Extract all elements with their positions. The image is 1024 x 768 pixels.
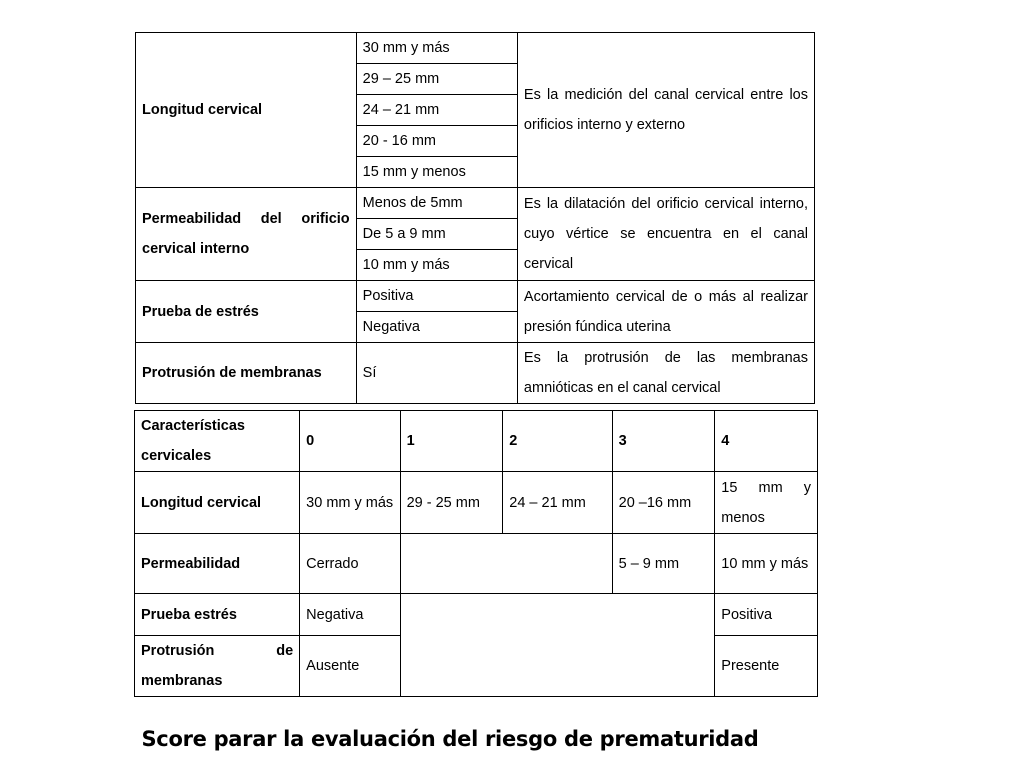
empty-cell [400, 534, 612, 594]
score-cell: 24 – 21 mm [503, 472, 612, 534]
row-label-protrusion: Protrusión de membranas [136, 343, 357, 404]
score-table [134, 410, 818, 697]
header-score-1: 1 [400, 411, 503, 472]
option-cell: 29 – 25 mm [356, 64, 517, 95]
row-label-longitud: Longitud cervical [135, 472, 300, 534]
option-cell: Negativa [356, 312, 517, 343]
score-cell: Presente [715, 636, 818, 697]
description-cell: Es la medición del canal cervical entre los orificios interno y externo [517, 33, 814, 188]
score-cell: 5 – 9 mm [612, 534, 715, 594]
header-score-4: 4 [715, 411, 818, 472]
description-cell: Es la protrusión de las membranas amnióticas en el canal cervical [517, 343, 814, 404]
option-cell: De 5 a 9 mm [356, 219, 517, 250]
score-cell: 10 mm y más [715, 534, 818, 594]
header-caracteristicas: Características cervicales [135, 411, 300, 472]
option-cell: 15 mm y menos [356, 157, 517, 188]
option-cell: 20 - 16 mm [356, 126, 517, 157]
score-cell: Negativa [300, 594, 400, 636]
option-cell: Positiva [356, 281, 517, 312]
score-cell: 15 mm y menos [715, 472, 818, 534]
option-cell: Sí [356, 343, 517, 404]
row-label-prueba: Prueba de estrés [136, 281, 357, 343]
description-cell: Es la dilatación del orificio cervical interno, cuyo vértice se encuentra en el canal cervical [517, 188, 814, 281]
row-label-longitud: Longitud cervical [136, 33, 357, 188]
option-cell: Menos de 5mm [356, 188, 517, 219]
row-label-permeabilidad: Permeabilidad del orificio cervical interno [136, 188, 357, 281]
score-cell: Ausente [300, 636, 400, 697]
score-cell: Positiva [715, 594, 818, 636]
score-cell: 29 - 25 mm [400, 472, 503, 534]
option-cell: 10 mm y más [356, 250, 517, 281]
header-score-0: 0 [300, 411, 400, 472]
row-label-prueba: Prueba estrés [135, 594, 300, 636]
score-cell: Cerrado [300, 534, 400, 594]
score-cell: 20 –16 mm [612, 472, 715, 534]
slide-caption: Score parar la evaluación del riesgo de prematuridad [141, 727, 759, 751]
row-label-permeabilidad: Permeabilidad [135, 534, 300, 594]
description-cell: Acortamiento cervical de o más al realizar presión fúndica uterina [517, 281, 814, 343]
empty-cell [400, 594, 715, 697]
header-score-3: 3 [612, 411, 715, 472]
score-cell: 30 mm y más [300, 472, 400, 534]
cervical-characteristics-table [135, 32, 815, 404]
row-label-protrusion: Protrusión de membranas [135, 636, 300, 697]
header-score-2: 2 [503, 411, 612, 472]
option-cell: 30 mm y más [356, 33, 517, 64]
option-cell: 24 – 21 mm [356, 95, 517, 126]
